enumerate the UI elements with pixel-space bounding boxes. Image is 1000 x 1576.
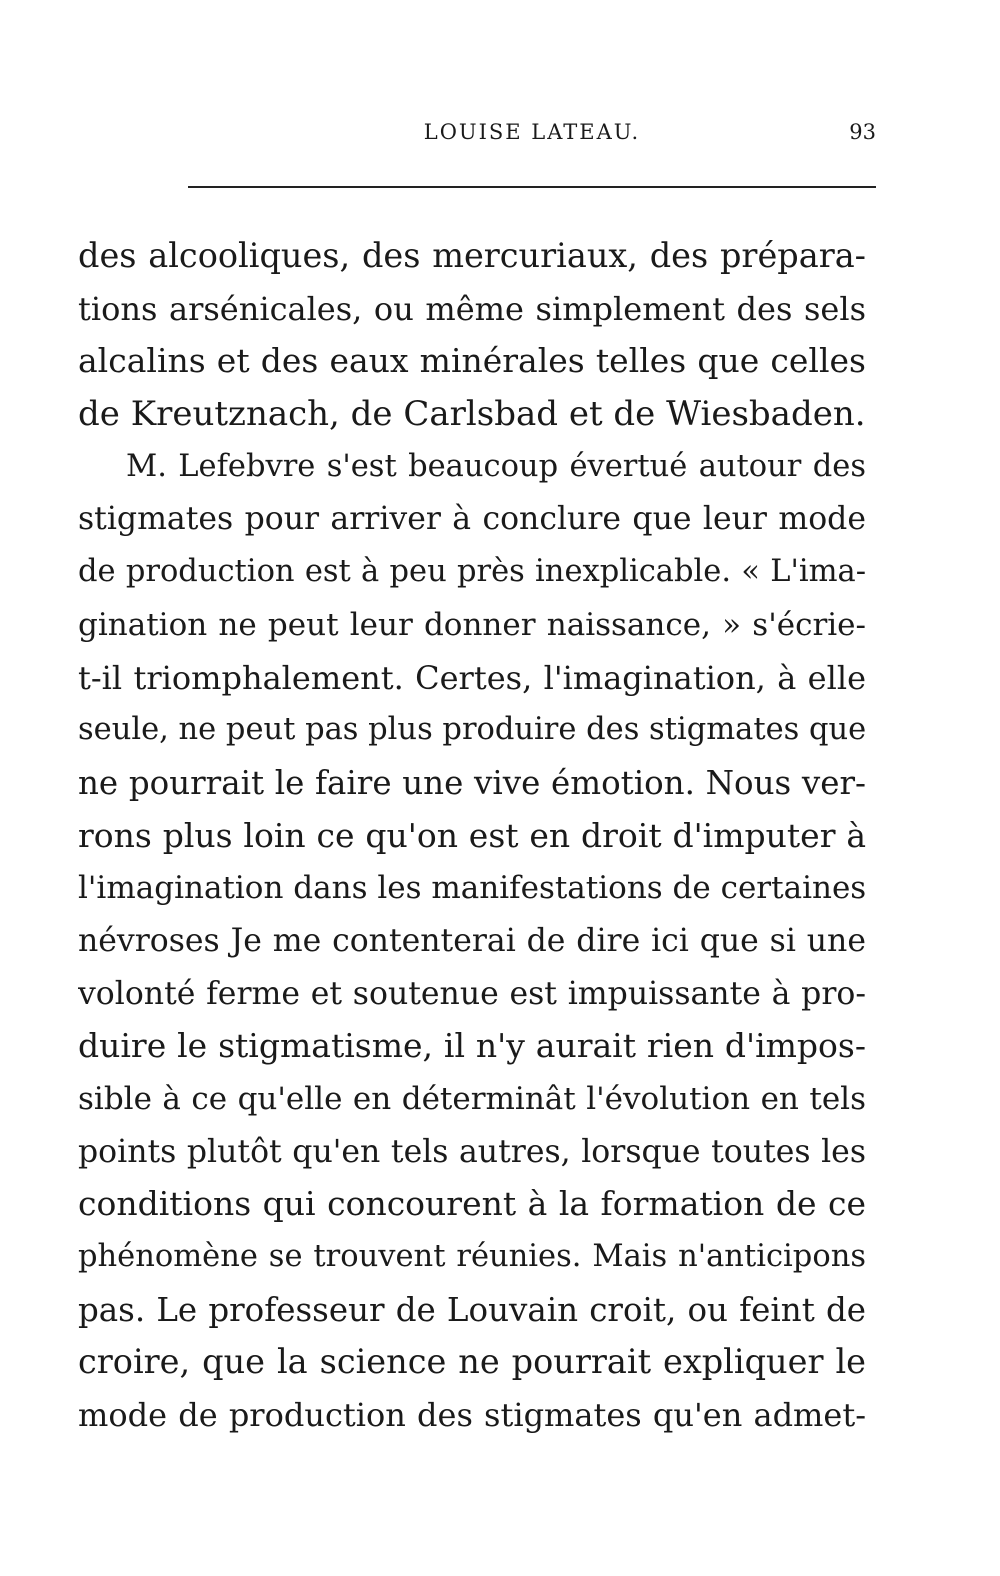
running-head xyxy=(188,120,876,150)
body-text xyxy=(78,230,866,1442)
text-line: rons plus loin ce qu'on est en droit d'imputer à xyxy=(78,815,866,855)
text-line: volonté ferme et soutenue est impuissante à pro- xyxy=(78,975,866,1012)
text-line: points plutôt qu'en tels autres, lorsque toutes les xyxy=(78,1133,866,1170)
text-line: croire, que la science ne pourrait expliquer le xyxy=(78,1342,866,1382)
header-rule xyxy=(188,186,876,188)
text-line: de Kreutznach, de Carlsbad et de Wiesbaden. xyxy=(78,394,866,435)
text-line: phénomène se trouvent réunies. Mais n'anticipons xyxy=(78,1239,866,1275)
text-line: l'imagination dans les manifestations de certaines xyxy=(78,870,866,907)
text-line: M. Lefebvre s'est beaucoup évertué autour des xyxy=(126,448,866,484)
text-line: conditions qui concourent à la formation de ce xyxy=(78,1184,866,1224)
text-line: t-il triomphalement. Certes, l'imagination, à elle xyxy=(78,658,866,697)
text-line: tions arsénicales, ou même simplement des sels xyxy=(78,289,866,328)
text-line: duire le stigmatisme, il n'y aurait rien d'impos- xyxy=(78,1026,866,1066)
text-line: alcalins et des eaux minérales telles que celles xyxy=(78,341,866,381)
text-line: névroses Je me contenterai de dire ici que si une xyxy=(78,922,866,959)
page-number: 93 xyxy=(849,120,876,144)
text-line: des alcooliques, des mercuriaux, des prépara- xyxy=(78,236,866,275)
text-line: stigmates pour arriver à conclure que leur mode xyxy=(78,501,866,538)
text-line: seule, ne peut pas plus produire des stigmates que xyxy=(78,712,866,748)
text-line: de production est à peu près inexplicable. « L'ima- xyxy=(78,554,866,590)
text-line: mode de production des stigmates qu'en admet- xyxy=(78,1396,866,1435)
text-line: pas. Le professeur de Louvain croit, ou feint de xyxy=(78,1290,866,1329)
text-line: gination ne peut leur donner naissance, » s'écrie- xyxy=(78,606,866,643)
text-line: sible à ce qu'elle en déterminât l'évolution en tels xyxy=(78,1081,866,1117)
running-title: LOUISE LATEAU. xyxy=(423,120,641,144)
text-line: ne pourrait le faire une vive émotion. Nous ver- xyxy=(78,763,866,802)
